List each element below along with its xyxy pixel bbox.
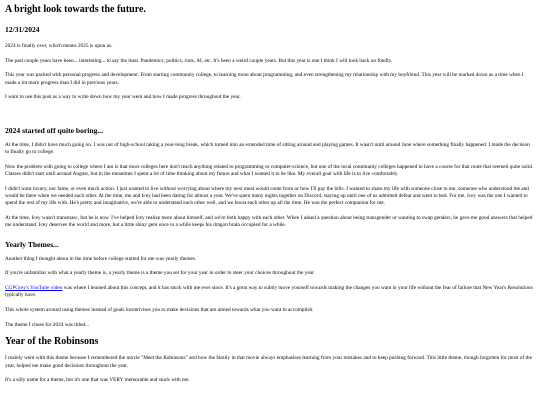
intro-paragraph: I want to use this post as a way to write down how my year went and how I made progress throughout the year. <box>5 94 241 101</box>
body-paragraph: Another thing I thought about in the time before college started for me was yearly themes. <box>5 255 197 262</box>
body-paragraph <box>5 285 535 300</box>
section-heading-yearly-themes: Yearly Themes... <box>5 239 59 249</box>
link-paragraph-text: was where I learned about this concept, and it has stuck with me ever since. It's a great way to subtly move yourself towards making the changes you want in your life without the fear of failure that New Year's Resolutions typically have. <box>5 285 533 299</box>
body-paragraph: It's a silly name for a theme, but it's one that was VERY memorable and stuck with me. <box>5 377 190 384</box>
body-paragraph: The theme I chose for 2024 was titled... <box>5 321 90 328</box>
body-paragraph: At the time, I didn't have much going on. I was out of high-school taking a year-long break, which turned into an extended time of sitting around and playing games. It wasn't until around June where something finally happened. I made the decision to finally go to college. <box>5 141 530 155</box>
intro-paragraph: 2024 is finally over, which means 2025 is upon us. <box>5 43 113 49</box>
cgpgrey-video-link[interactable]: CGPGrey's YouTube video <box>5 285 63 291</box>
body-paragraph: I mainly went with this theme because I remembered the movie "Meet the Robinsons" and how the family in that movie always emphasises learning from your mistakes and to keep pushing forward. This little theme, though forgotten for most of the year, helped me make good decisions throughout the year. <box>5 355 532 369</box>
body-paragraph: This whole system around using themes instead of goals incentivises you to make decisions that are aimed towards what you want to accomplish. <box>5 307 314 313</box>
intro-paragraph: The past couple years have been... interesting... to say the least. Pandemics, politics, riots, AI, etc. It's been a weird couple years. But this year is one I think I will look back on fondly. <box>5 57 393 64</box>
intro-paragraph: This year was packed with personal progress and development. From starting community college, to learning more about programming, and even strengthening my relationship with my boyfriend. This year will be marked down as a time when I made a lot more progress than I did in previous years. <box>5 72 524 86</box>
post-title: A bright look towards the future. <box>5 4 146 15</box>
body-paragraph: Now the problem with going to college where I am is that most colleges here don't teach anything related to programming or computer-science, but one of the local community colleges happened to have a course for that route that seemed quite solid. Classes didn't start until around August, but in the meantime I spent a lot of time thinking about my future and what I wanted it to be like. My overall goal with life is to live comfortably. <box>5 163 534 177</box>
body-paragraph: I didn't want luxury, nor fame, or even much action. I just wanted to live without worrying about where my next meal would come from or how I'll pay the bills. I wanted to share my life with someone close to me, someone who understood me and would be there when we needed each other. At the time, me and Icey had been dating for almost a year. We've spent many nights together on Discord, staying up until one of us admitted defeat and went to bed. For me, Icey was the one I wanted to spend the rest of my life with. He's pretty and imaginative, we're able to understand each other well, and we boost each other up all the time. He was the perfect companion for me. <box>5 185 529 207</box>
section-heading-2024-start: 2024 started off quite boring... <box>5 125 104 135</box>
section-heading-robinsons: Year of the Robinsons <box>5 336 99 348</box>
body-paragraph: If you're unfamiliar with what a yearly theme is, a yearly theme is a theme you set for your year in order to steer your choices throughout the year. <box>5 270 315 277</box>
post-date: 12/31/2024 <box>5 25 40 34</box>
body-paragraph: At the time, Icey wasn't transmasc, but he is now. I've helped Icey realize more about himself, and we're both happy with each other. When I asked a question about being transgender or wanting to swap genders, he gave me good answers that helped me understand. Icey deserves the world and more, but a little shiny gem once in a while keeps his dragon brain occupied for a while. <box>5 215 533 229</box>
